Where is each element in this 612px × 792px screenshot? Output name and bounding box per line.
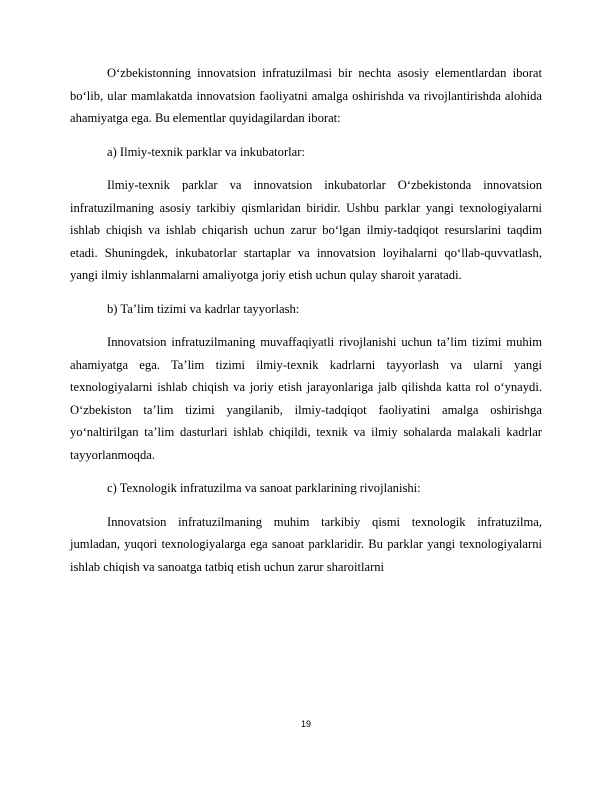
section-heading-b: b) Ta’lim tizimi va kadrlar tayyorlash: — [107, 301, 300, 316]
intro-paragraph: O‘zbekistonning innovatsion infratuzilmasi bir nechta asosiy elementlardan iborat bo‘lib, ular mamlakatda innovatsion faoliyatni amalga oshirishda va rivojlantirishda alohida ahamiyatga ega. Bu elementlar quyidagilardan iborat: — [70, 66, 542, 125]
document-body — [70, 62, 542, 589]
technology-infrastructure-paragraph: Innovatsion infratuzilmaning muhim tarkibiy qismi texnologik infratuzilma, jumladan, yuqori texnologiyalarga ega sanoat parklaridir. Bu parklar yangi texnologiyalarni ishlab chiqish va sanoatga tatbiq etish uchun zarur sharoitlarni — [70, 514, 542, 574]
science-parks-paragraph: Ilmiy-texnik parklar va innovatsion inkubatorlar O‘zbekistonda innovatsion infratuzilmaning asosiy tarkibiy qismlaridan biridir. Ushbu parklar yangi texnologiyalarni ishlab chiqish va ishlab chiqarish uchun zarur bo‘lgan ilmiy-tadqiqot resurslarini taqdim etadi. Shuningdek, inkubatorlar startaplar va innovatsion loyihalarni qo‘llab-quvvatlash, yangi ilmiy ishlanmalarni amaliyotga joriy etish uchun qulay sharoit yaratadi. — [70, 178, 542, 282]
education-paragraph: Innovatsion infratuzilmaning muvaffaqiyatli rivojlanishi uchun ta’lim tizimi muhim ahamiyatga ega. Ta’lim tizimi ilmiy-texnik kadrlarni tayyorlash va ularni yangi texnologiyalarni ishlab chiqish va joriy etish jarayonlariga jalb qilishda katta rol o‘ynaydi. O‘zbekiston ta’lim tizimi yangilanib, ilmiy-tadqiqot faoliyatini amalga oshirishga yo‘naltirilgan ta’lim dasturlari ishlab chiqildi, texnik va ilmiy sohalarda malakali kadrlar tayyorlanmoqda. — [70, 335, 542, 462]
section-heading-a: a) Ilmiy-texnik parklar va inkubatorlar: — [107, 144, 305, 159]
section-heading-c: c) Texnologik infratuzilma va sanoat parklarining rivojlanishi: — [107, 481, 421, 495]
page-number: 19 — [300, 719, 311, 729]
